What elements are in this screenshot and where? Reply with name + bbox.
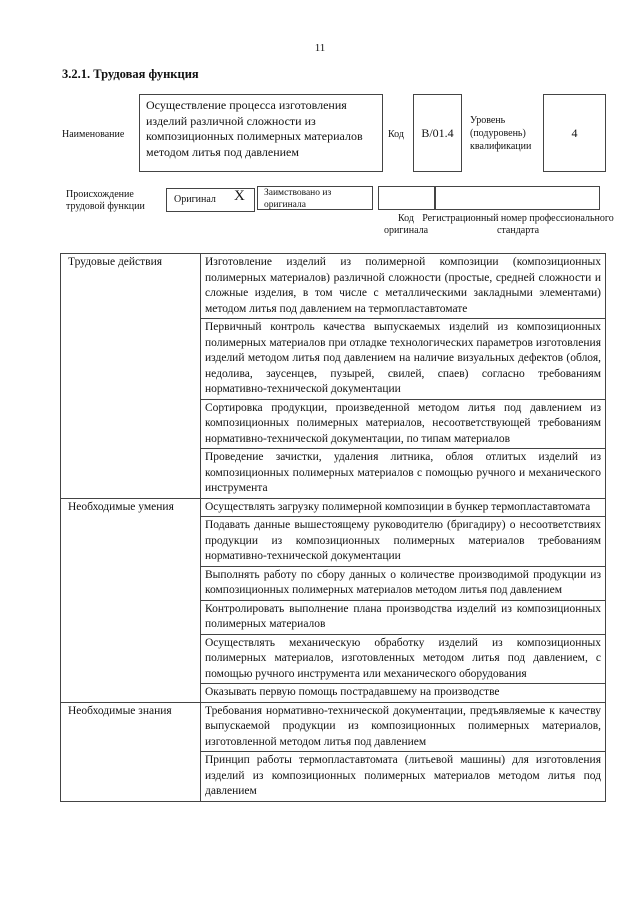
original-label: Оригинал xyxy=(174,194,216,205)
list-item: Осуществлять механическую обработку изделий из композиционных полимерных материалов, изготовленных методом литья под давлением, с помощью ручного инструмента или механического оборудования xyxy=(201,634,606,684)
code-value: B/01.4 xyxy=(421,125,454,140)
list-item: Подавать данные вышестоящему руководителю (бригадиру) о несоответствиях продукции из композиционных полимерных материалов требованиям нормативно-технической документации xyxy=(201,517,606,567)
required-knowledge-title: Необходимые знания xyxy=(61,702,201,801)
list-item: Сортировка продукции, произведенной методом литья под давлением из композиционных полимерных материалов, несоответствующей требованиям нормативно-технической документации, по типам материалов xyxy=(201,399,606,449)
required-skills-title: Необходимые умения xyxy=(61,498,201,702)
list-item: Выполнять работу по сбору данных о количестве производимой продукции из композиционных полимерных материалов методом литья под давлением xyxy=(201,566,606,600)
table-row xyxy=(61,254,606,319)
table-row xyxy=(61,702,606,752)
list-item: Принцип работы термопластавтомата (литьевой машины) для изготовления изделий из композиционных полимерных материалов методом литья под давлением xyxy=(201,752,606,802)
origin-label: Происхождение трудовой функции xyxy=(66,189,145,212)
reg-number-label: Регистрационный номер профессионального стандарта xyxy=(422,213,614,236)
code-box xyxy=(413,94,462,172)
labor-actions-title: Трудовые действия xyxy=(61,254,201,499)
function-name-value: Осуществление процесса изготовления изделий различной сложности из композиционных полимерных материалов методом литья под давлением xyxy=(146,98,363,159)
function-name-box xyxy=(139,94,383,172)
code-original-label: Код оригинала xyxy=(383,213,429,236)
section-title: 3.2.1. Трудовая функция xyxy=(62,67,199,81)
table-row xyxy=(61,498,606,517)
list-item: Контролировать выполнение плана производства изделий из композиционных полимерных материалов xyxy=(201,600,606,634)
requirements-table xyxy=(60,253,606,802)
list-item: Оказывать первую помощь пострадавшему на производстве xyxy=(201,684,606,703)
list-item: Проведение зачистки, удаления литника, облоя отлитых изделий из композиционных полимерных материалов с помощью ручного и механического инструмента xyxy=(201,449,606,499)
name-label: Наименование xyxy=(62,129,125,140)
code-label: Код xyxy=(388,129,404,140)
borrowed-label: Заимствовано из оригинала xyxy=(264,188,332,210)
list-item: Первичный контроль качества выпускаемых изделий из композиционных полимерных материалов при отладке технологических параметров изготовления изделий методом литья под давлением на наличие визуальных дефектов (облоя, недолива, заусенцев, пузырей, свилей, спаев) согласно требованиям нормативно-технической документации xyxy=(201,319,606,400)
level-box xyxy=(543,94,606,172)
list-item: Изготовление изделий из полимерной композиции (композиционных полимерных материалов) различной сложности (простые, средней сложности и сложные изделия, в том числе с металлическими закладными элементами) методом литья под давлением на термопластавтомате xyxy=(201,254,606,319)
list-item: Осуществлять загрузку полимерной композиции в бункер термопластавтомата xyxy=(201,498,606,517)
reg-number-box xyxy=(435,186,600,210)
level-value: 4 xyxy=(571,125,578,140)
code-original-box xyxy=(378,186,435,210)
list-item: Требования нормативно-технической документации, предъявляемые к качеству выпускаемой продукции из композиционных полимерных материалов, изготовленной методом литья под давлением xyxy=(201,702,606,752)
original-mark: X xyxy=(234,188,245,204)
page-number: 11 xyxy=(314,42,326,54)
level-label: Уровень (подуровень) квалификации xyxy=(470,115,532,152)
